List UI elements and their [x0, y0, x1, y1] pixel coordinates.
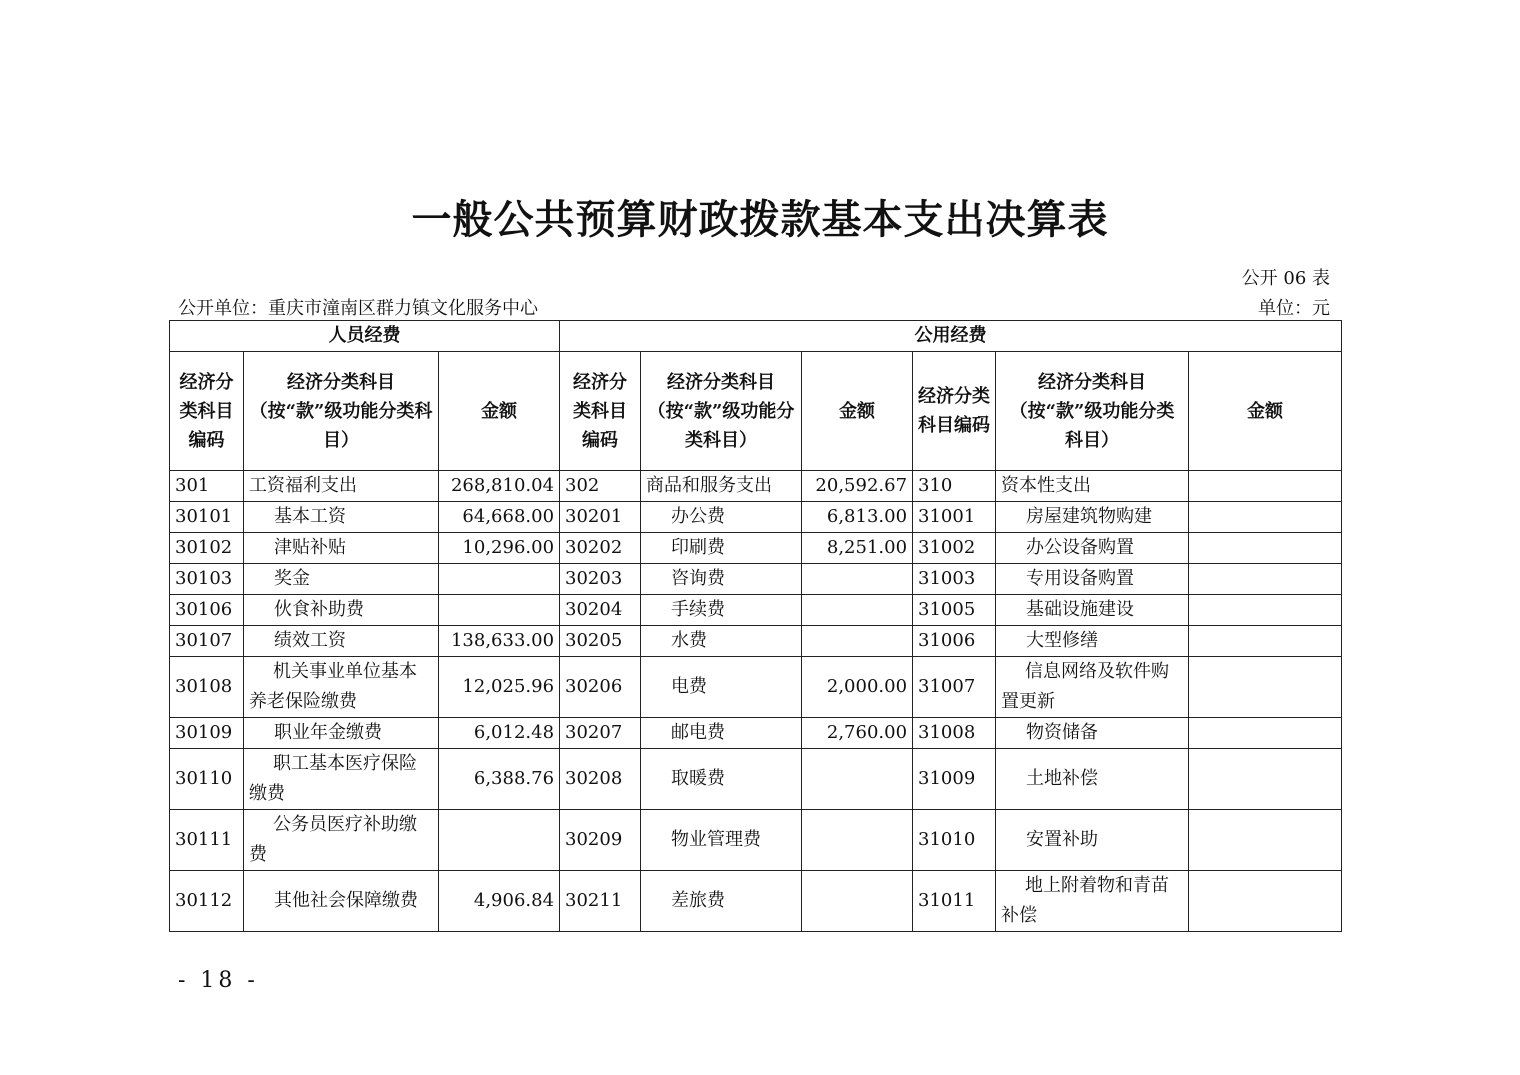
amount-cell: 4,906.84	[439, 871, 560, 932]
code-cell: 31009	[913, 749, 996, 810]
code-cell: 30204	[560, 595, 641, 626]
name-cell: 职工基本医疗保险缴费	[244, 749, 439, 810]
code-cell: 30208	[560, 749, 641, 810]
amount-cell	[1189, 502, 1342, 533]
publishing-unit: 公开单位：重庆市潼南区群力镇文化服务中心	[178, 298, 538, 319]
code-cell: 30211	[560, 871, 641, 932]
col-header-name: 经济分类科目（按“款”级功能分类科目）	[244, 352, 439, 471]
name-cell: 大型修缮	[996, 626, 1189, 657]
code-cell: 30109	[170, 718, 244, 749]
code-cell: 31002	[913, 533, 996, 564]
name-cell: 印刷费	[641, 533, 802, 564]
code-cell: 31010	[913, 810, 996, 871]
amount-cell	[439, 810, 560, 871]
amount-cell: 64,668.00	[439, 502, 560, 533]
amount-cell	[802, 749, 913, 810]
amount-cell: 268,810.04	[439, 471, 560, 502]
code-cell: 31001	[913, 502, 996, 533]
amount-cell: 10,296.00	[439, 533, 560, 564]
table-row	[170, 657, 1342, 718]
amount-cell	[802, 626, 913, 657]
amount-cell	[802, 564, 913, 595]
page-title: 一般公共预算财政拨款基本支出决算表	[411, 196, 1109, 243]
name-cell: 津贴补贴	[244, 533, 439, 564]
code-cell: 30110	[170, 749, 244, 810]
name-cell: 办公设备购置	[996, 533, 1189, 564]
table-row	[170, 810, 1342, 871]
name-cell: 土地补偿	[996, 749, 1189, 810]
code-cell: 30203	[560, 564, 641, 595]
code-cell: 310	[913, 471, 996, 502]
name-cell: 基础设施建设	[996, 595, 1189, 626]
col-header-amount: 金额	[439, 352, 560, 471]
name-cell: 资本性支出	[996, 471, 1189, 502]
amount-cell: 6,012.48	[439, 718, 560, 749]
name-cell: 办公费	[641, 502, 802, 533]
table-row	[170, 595, 1342, 626]
code-cell: 30106	[170, 595, 244, 626]
code-cell: 31006	[913, 626, 996, 657]
code-cell: 31003	[913, 564, 996, 595]
amount-cell	[802, 871, 913, 932]
amount-cell	[802, 595, 913, 626]
amount-cell	[1189, 471, 1342, 502]
amount-cell	[1189, 810, 1342, 871]
name-cell: 电费	[641, 657, 802, 718]
code-cell: 31005	[913, 595, 996, 626]
table-row	[170, 871, 1342, 932]
name-cell: 信息网络及软件购置更新	[996, 657, 1189, 718]
amount-cell	[1189, 657, 1342, 718]
amount-cell	[439, 564, 560, 595]
amount-cell: 6,813.00	[802, 502, 913, 533]
code-cell: 30201	[560, 502, 641, 533]
col-header-name: 经济分类科目（按“款”级功能分类科目）	[641, 352, 802, 471]
name-cell: 取暖费	[641, 749, 802, 810]
table-row	[170, 749, 1342, 810]
name-cell: 专用设备购置	[996, 564, 1189, 595]
expenditure-table	[169, 320, 1342, 932]
code-cell: 30107	[170, 626, 244, 657]
name-cell: 安置补助	[996, 810, 1189, 871]
name-cell: 物资储备	[996, 718, 1189, 749]
name-cell: 商品和服务支出	[641, 471, 802, 502]
col-header-amount: 金额	[802, 352, 913, 471]
amount-cell	[1189, 718, 1342, 749]
table-row	[170, 718, 1342, 749]
code-cell: 302	[560, 471, 641, 502]
name-cell: 基本工资	[244, 502, 439, 533]
amount-cell: 6,388.76	[439, 749, 560, 810]
code-cell: 30101	[170, 502, 244, 533]
col-header-name: 经济分类科目（按“款”级功能分类科目）	[996, 352, 1189, 471]
name-cell: 绩效工资	[244, 626, 439, 657]
code-cell: 30112	[170, 871, 244, 932]
code-cell: 30205	[560, 626, 641, 657]
name-cell: 邮电费	[641, 718, 802, 749]
amount-cell: 20,592.67	[802, 471, 913, 502]
group-header-personnel: 人员经费	[170, 321, 560, 352]
name-cell: 机关事业单位基本养老保险缴费	[244, 657, 439, 718]
amount-cell	[439, 595, 560, 626]
name-cell: 工资福利支出	[244, 471, 439, 502]
name-cell: 公务员医疗补助缴费	[244, 810, 439, 871]
amount-cell	[1189, 749, 1342, 810]
col-header-code: 经济分类科目编码	[170, 352, 244, 471]
code-cell: 30209	[560, 810, 641, 871]
name-cell: 地上附着物和青苗补偿	[996, 871, 1189, 932]
name-cell: 手续费	[641, 595, 802, 626]
table-row	[170, 626, 1342, 657]
amount-cell	[1189, 871, 1342, 932]
amount-cell: 12,025.96	[439, 657, 560, 718]
table-row	[170, 502, 1342, 533]
code-cell: 301	[170, 471, 244, 502]
name-cell: 奖金	[244, 564, 439, 595]
code-cell: 30207	[560, 718, 641, 749]
code-cell: 30108	[170, 657, 244, 718]
code-cell: 30102	[170, 533, 244, 564]
code-cell: 31011	[913, 871, 996, 932]
group-header-public: 公用经费	[560, 321, 1342, 352]
table-row	[170, 564, 1342, 595]
name-cell: 物业管理费	[641, 810, 802, 871]
col-header-amount: 金额	[1189, 352, 1342, 471]
col-header-code: 经济分类科目编码	[913, 352, 996, 471]
amount-cell: 2,000.00	[802, 657, 913, 718]
form-number: 公开 06 表	[1241, 268, 1330, 289]
amount-cell	[1189, 533, 1342, 564]
code-cell: 31008	[913, 718, 996, 749]
table-row	[170, 533, 1342, 564]
name-cell: 差旅费	[641, 871, 802, 932]
amount-cell	[1189, 595, 1342, 626]
page-number: - 18 -	[178, 968, 259, 993]
name-cell: 其他社会保障缴费	[244, 871, 439, 932]
table-row	[170, 471, 1342, 502]
code-cell: 31007	[913, 657, 996, 718]
amount-cell	[1189, 626, 1342, 657]
name-cell: 水费	[641, 626, 802, 657]
amount-cell	[1189, 564, 1342, 595]
name-cell: 咨询费	[641, 564, 802, 595]
name-cell: 房屋建筑物购建	[996, 502, 1189, 533]
amount-cell	[802, 810, 913, 871]
amount-cell: 2,760.00	[802, 718, 913, 749]
col-header-code: 经济分类科目编码	[560, 352, 641, 471]
amount-cell: 8,251.00	[802, 533, 913, 564]
name-cell: 职业年金缴费	[244, 718, 439, 749]
amount-cell: 138,633.00	[439, 626, 560, 657]
name-cell: 伙食补助费	[244, 595, 439, 626]
currency-unit: 单位：元	[1258, 298, 1330, 319]
code-cell: 30202	[560, 533, 641, 564]
code-cell: 30111	[170, 810, 244, 871]
code-cell: 30103	[170, 564, 244, 595]
code-cell: 30206	[560, 657, 641, 718]
